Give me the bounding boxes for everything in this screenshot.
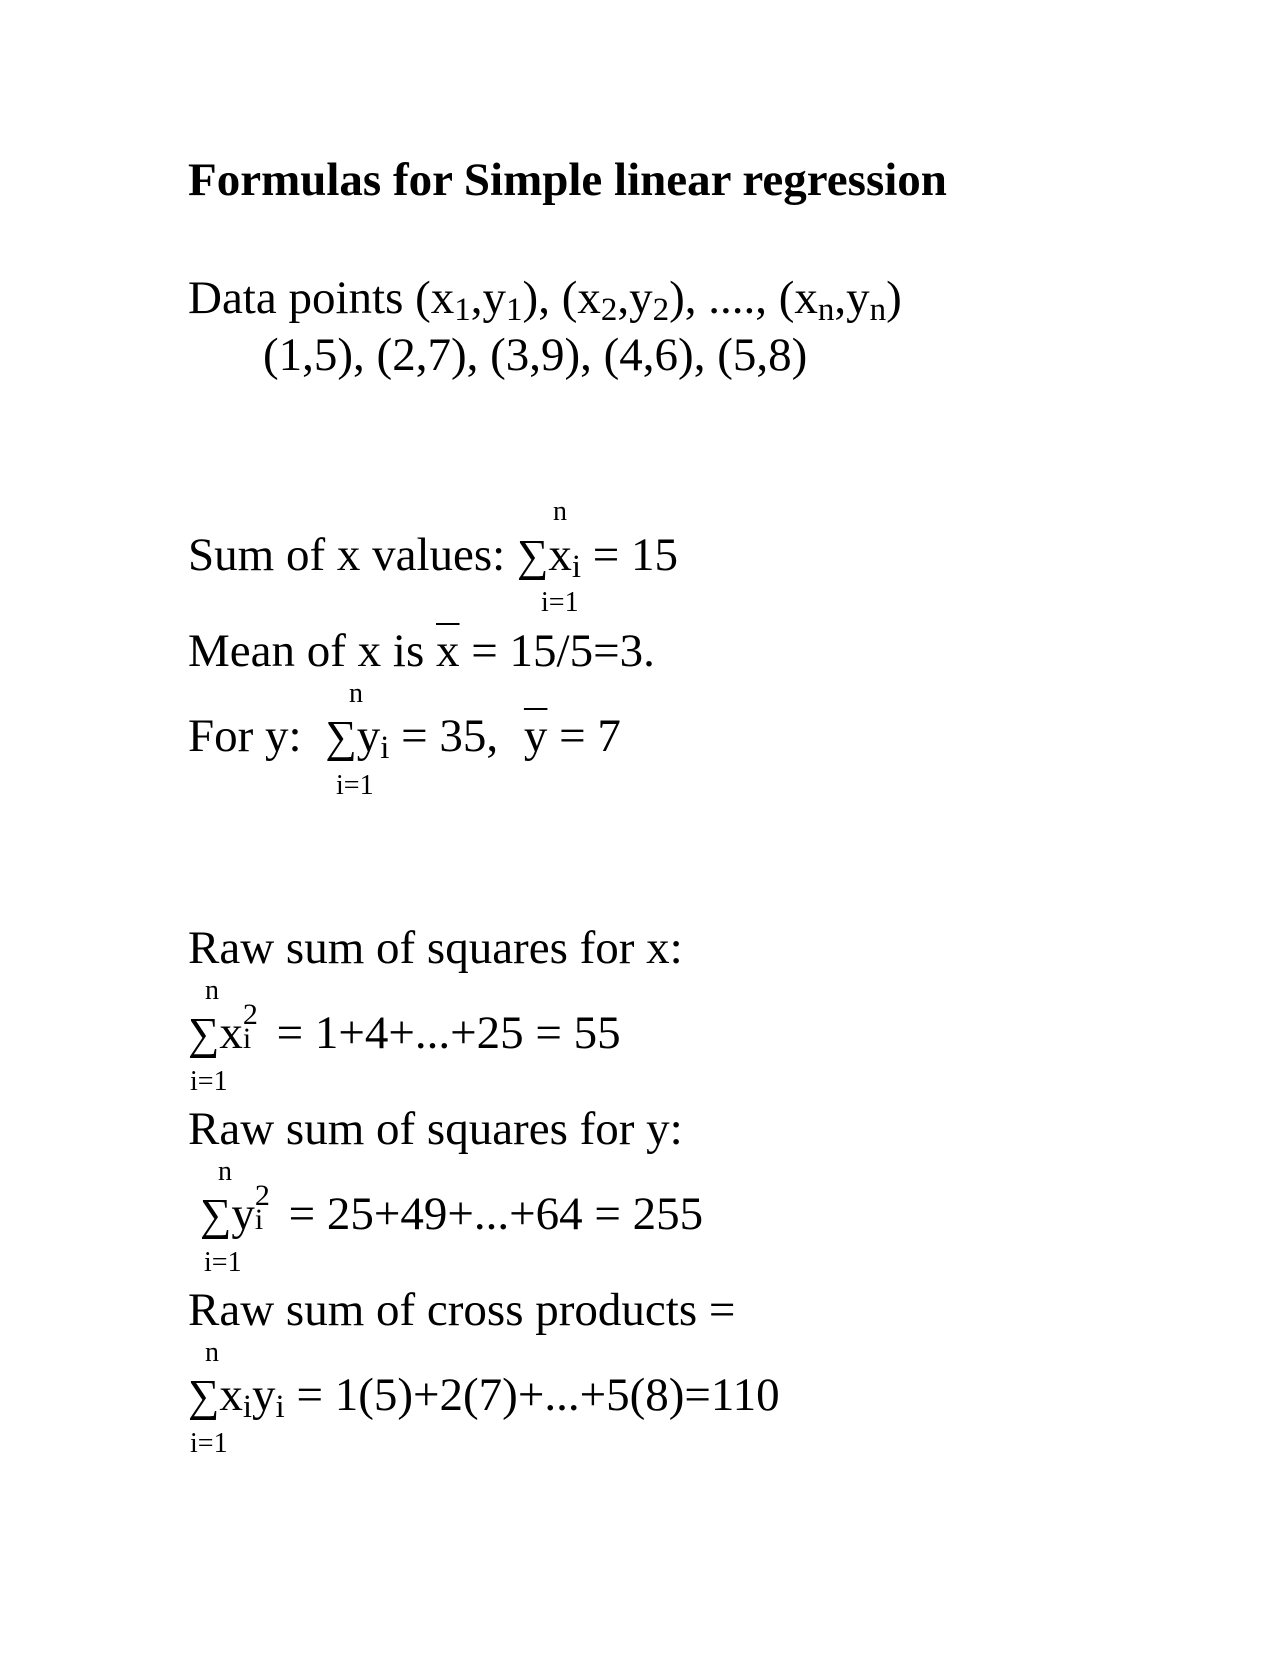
- ss-y-result: = 25+49+...+64 = 255: [288, 1188, 704, 1240]
- page-title: Formulas for Simple linear regression: [188, 154, 947, 206]
- ss-y-lower-limit: i=1: [204, 1247, 242, 1278]
- data-points-label: Data points: [188, 272, 404, 324]
- cross-var-x: x: [219, 1369, 243, 1421]
- ss-x-result: = 1+4+...+25 = 55: [276, 1007, 621, 1059]
- sum-x-upper-limit: n: [553, 496, 567, 527]
- cross-sub-x: i: [242, 1389, 253, 1425]
- y-bar-value: = 7: [559, 710, 621, 762]
- sigma-icon: ∑: [188, 1008, 220, 1059]
- data-point-1: $(x_1,y_1)$,: [415, 272, 550, 328]
- ss-x-sup: 2: [242, 998, 258, 1031]
- ss-x-lower-limit: i=1: [190, 1066, 228, 1097]
- ss-x-heading: Raw sum of squares for x:: [188, 922, 683, 974]
- data-values-line: (1,5), (2,7), (3,9), (4,6), (5,8): [263, 329, 808, 381]
- data-point-2: $(x_2,y_2)$,: [561, 272, 697, 328]
- ss-x-line: [188, 998, 621, 1059]
- x-bar: $\overline{x}$: [436, 625, 460, 677]
- ss-y-upper-limit: n: [218, 1156, 232, 1187]
- sum-x-sub: i: [571, 549, 582, 585]
- sum-y-line: [188, 710, 621, 766]
- sum-x-lower-limit: i=1: [541, 587, 579, 618]
- cross-heading: Raw sum of cross products =: [188, 1284, 736, 1336]
- ss-y-var: y: [231, 1188, 255, 1240]
- sum-y-result: = 35,: [401, 710, 499, 762]
- mean-x-line: [188, 625, 655, 677]
- cross-result: = 1(5)+2(7)+...+5(8)=110: [296, 1369, 780, 1421]
- cross-line: [188, 1369, 780, 1425]
- sum-y-var: y: [356, 710, 381, 762]
- sum-x-line: [188, 529, 679, 585]
- sum-y-sub: i: [380, 730, 390, 766]
- sum-x-result: = 15: [592, 529, 679, 581]
- ss-x-upper-limit: n: [205, 975, 219, 1006]
- ss-y-sub: i: [254, 1203, 264, 1236]
- cross-lower-limit: i=1: [190, 1428, 228, 1459]
- sigma-icon: ∑: [516, 530, 549, 581]
- mean-x-value: = 15/5=3.: [471, 625, 655, 677]
- y-bar: $\overline{y}$: [523, 710, 548, 762]
- cross-var-y: y: [252, 1369, 276, 1421]
- ss-y-line: [200, 1179, 704, 1240]
- mean-x-prefix: Mean of x is: [188, 625, 425, 677]
- data-point-n: $(x_n,y_n)$: [778, 272, 902, 328]
- data-points-line: [188, 272, 902, 328]
- ss-x-sub: i: [242, 1022, 252, 1055]
- cross-upper-limit: n: [205, 1337, 219, 1368]
- data-point-ellipsis: ....,: [708, 272, 768, 324]
- ss-y-sup: 2: [254, 1179, 270, 1212]
- sigma-icon: ∑: [200, 1189, 232, 1240]
- sum-x-label: Sum of x values:: [188, 529, 506, 581]
- sum-x-var: x: [548, 529, 572, 581]
- sum-y-label: For y:: [188, 710, 302, 762]
- sum-y-upper-limit: n: [349, 678, 363, 709]
- ss-y-heading: Raw sum of squares for y:: [188, 1103, 683, 1155]
- cross-sub-y: i: [275, 1389, 285, 1425]
- sum-y-lower-limit: i=1: [336, 770, 374, 801]
- sigma-icon: ∑: [325, 711, 357, 762]
- ss-x-var: x: [219, 1007, 243, 1059]
- sigma-icon: ∑: [188, 1370, 220, 1421]
